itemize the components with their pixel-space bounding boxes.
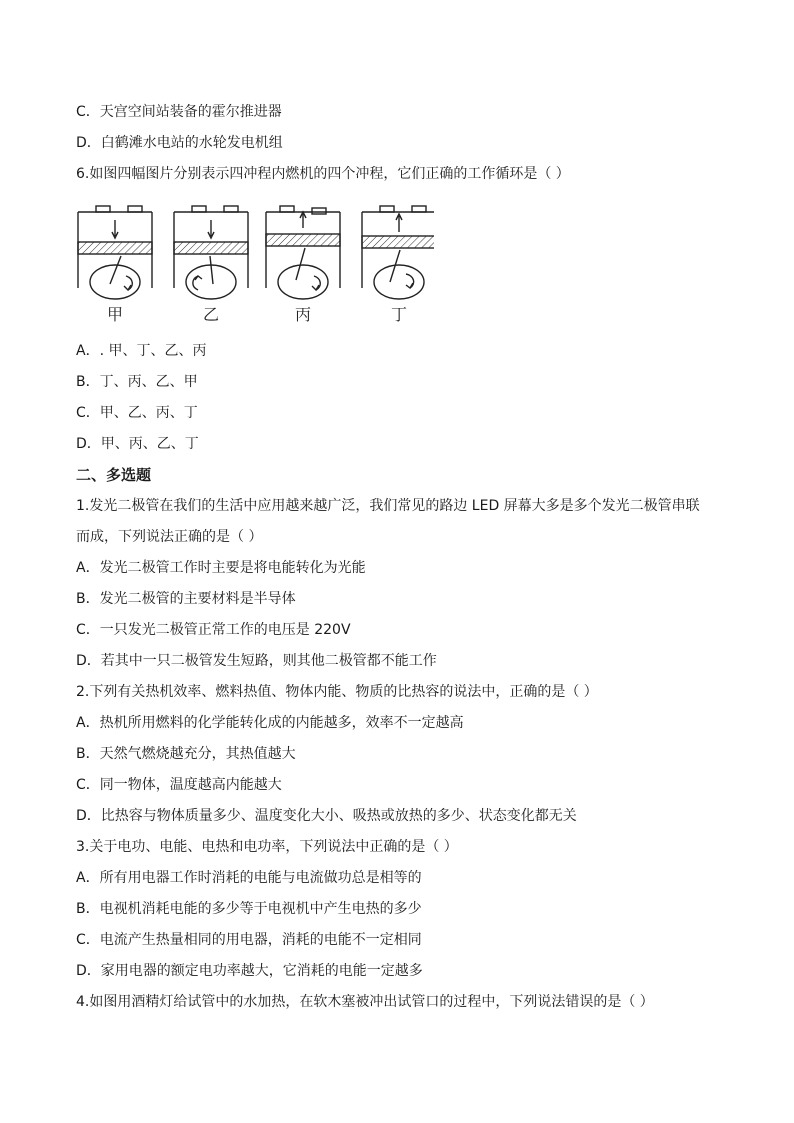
q6-option-d: D．甲、丙、乙、丁 — [76, 436, 199, 452]
mq2-option-b: B．天然气燃烧越充分，其热值越大 — [76, 746, 296, 762]
engine-strokes-figure — [74, 198, 434, 328]
mq3-option-d: D．家用电器的额定电功率越大，它消耗的电能一定越多 — [76, 963, 423, 979]
cylinder-ding — [362, 206, 434, 299]
question-6-stem: 6.如图四幅图片分别表示四冲程内燃机的四个冲程，它们正确的工作循环是（ ） — [76, 166, 570, 182]
mq3-option-c: C．电流产生热量相同的用电器，消耗的电能不一定相同 — [76, 932, 422, 948]
section-2-title: 二、多选题 — [76, 466, 152, 484]
label-yi: 乙 — [202, 305, 220, 324]
mq3-stem: 3.关于电功、电能、电热和电功率，下列说法中正确的是（ ） — [76, 839, 458, 855]
label-bing: 丙 — [294, 305, 312, 324]
mq2-option-a: A．热机所用燃料的化学能转化成的内能越多，效率不一定越高 — [76, 715, 464, 731]
line-q5-c: C．天宫空间站装备的霍尔推进器 — [76, 104, 282, 120]
mq4-stem: 4.如图用酒精灯给试管中的水加热，在软木塞被冲出试管口的过程中，下列说法错误的是（ ） — [76, 994, 654, 1010]
mq2-option-c: C．同一物体，温度越高内能越大 — [76, 777, 282, 793]
mq1-option-b: B．发光二极管的主要材料是半导体 — [76, 591, 296, 607]
mq3-option-a: A．所有用电器工作时消耗的电能与电流做功总是相等的 — [76, 870, 422, 886]
label-jia: 甲 — [106, 305, 124, 324]
mq2-stem: 2.下列有关热机效率、燃料热值、物体内能、物质的比热容的说法中，正确的是（ ） — [76, 684, 598, 700]
cylinder-jia — [78, 206, 152, 299]
mq1-stem-line1: 1.发光二极管在我们的生活中应用越来越广泛，我们常见的路边 LED 屏幕大多是多个发光二极管串联 — [76, 498, 700, 514]
line-q5-d: D．白鹤滩水电站的水轮发电机组 — [76, 135, 283, 151]
mq1-option-a: A．发光二极管工作时主要是将电能转化为光能 — [76, 560, 366, 576]
q6-option-c: C．甲、乙、丙、丁 — [76, 405, 198, 421]
cylinder-bing — [266, 206, 340, 299]
mq2-option-d: D．比热容与物体质量多少、温度变化大小、吸热或放热的多少、状态变化都无关 — [76, 808, 577, 824]
q6-option-a: A．. 甲、丁、乙、丙 — [76, 343, 207, 359]
label-ding: 丁 — [390, 305, 408, 324]
mq1-option-c: C．一只发光二极管正常工作的电压是 220V — [76, 622, 351, 638]
mq3-option-b: B．电视机消耗电能的多少等于电视机中产生电热的多少 — [76, 901, 422, 917]
mq1-option-d: D．若其中一只二极管发生短路，则其他二极管都不能工作 — [76, 653, 437, 669]
cylinder-yi — [174, 206, 248, 299]
mq1-stem-line2: 而成，下列说法正确的是（ ） — [76, 529, 263, 545]
q6-option-b: B．丁、丙、乙、甲 — [76, 374, 198, 390]
